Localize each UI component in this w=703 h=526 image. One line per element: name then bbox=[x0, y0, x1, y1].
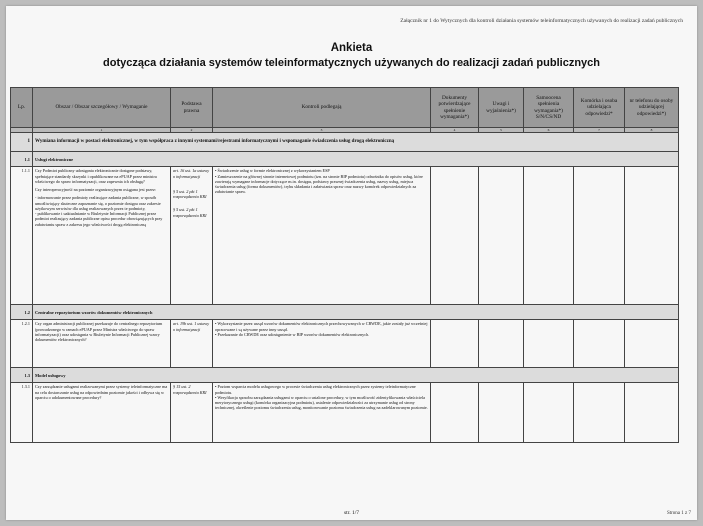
remarks-input-cell[interactable] bbox=[479, 167, 524, 305]
requirement-cell bbox=[33, 167, 171, 305]
page-title: Ankieta bbox=[330, 42, 373, 54]
unit-input-cell[interactable] bbox=[574, 383, 625, 443]
docs-input-cell[interactable] bbox=[431, 167, 479, 305]
unit-input-cell[interactable] bbox=[574, 167, 625, 305]
subsection-number: 1.2 bbox=[11, 305, 33, 320]
self-assessment-input-cell[interactable] bbox=[524, 167, 574, 305]
requirement-bullet: - publikowanie i uaktualnianie w Biuletynie Informacji Publicznej przez podmiot realizujący zadania publiczne opisu procedur obowiązujących przy załatwianiu spraw z zakresu jego właściwości drogą elektroniczną bbox=[35, 211, 163, 227]
row-number: 1.1.1 bbox=[11, 167, 33, 305]
subsection-number: 1.3 bbox=[11, 368, 33, 383]
remarks-input-cell[interactable] bbox=[479, 320, 524, 368]
row-number: 1.2.1 bbox=[11, 320, 33, 368]
header-control: Kontroli podlegają bbox=[213, 88, 431, 128]
column-number: 2 bbox=[171, 128, 213, 133]
column-number: 6 bbox=[524, 128, 574, 133]
column-number: 8 bbox=[625, 128, 679, 133]
header-docs: Dokumenty potwierdzające spełnienie wymagania*) bbox=[431, 88, 479, 128]
remarks-input-cell[interactable] bbox=[479, 383, 524, 443]
docs-input-cell[interactable] bbox=[431, 383, 479, 443]
self-assessment-input-cell[interactable] bbox=[524, 383, 574, 443]
page-number: str. 1/7 bbox=[344, 510, 359, 516]
legal-basis: § 5 ust. 2 pkt 1 rozporządzenia KRI bbox=[173, 207, 207, 218]
requirement-text: Czy Podmiot publiczny udostępnia elektronicznie dostępne podstawy, spełniające standardy skrzynki i opublikowane na ePUAP przez ministra właściwego do spraw informatyzacji, oraz zapewnia ich obsługę? bbox=[35, 168, 157, 184]
phone-input-cell[interactable] bbox=[625, 320, 679, 368]
docs-input-cell[interactable] bbox=[431, 320, 479, 368]
column-number: 5 bbox=[479, 128, 524, 133]
requirement-bullet: - informowanie przez podmioty realizujące zadania publiczne, w sposób umożliwiający skuteczne zapoznanie się, o poziomie dostępu oraz zakresie użytkowym serwisów dla usług realizowanych przez te podmioty, bbox=[35, 195, 161, 211]
control-item: • Zamieszczenie na głównej stronie internetowej podmiotu (tzn. na stronie BIP podmiotu) odnośnika do opisów usług, które zawierają wymagane informacje dotyczące m.in. dostępu, podstawy prawnej świadczenia usług, nazwy usług, miejsca świadczenia usług (forma dokumentów), trybu składania i załatwiania spraw oraz nazwy komórek odpowiedzialnych za załatwianie spraw. bbox=[215, 173, 423, 195]
control-cell bbox=[213, 320, 431, 368]
column-number: 1 bbox=[33, 128, 171, 133]
subsection-title: Usługi elektroniczne bbox=[33, 152, 679, 167]
page-counter: Strona 1 z 7 bbox=[666, 511, 691, 516]
header-self-assessment: Samoocena spełnienia wymagania*) S/N/CS/ND bbox=[524, 88, 574, 128]
unit-input-cell[interactable] bbox=[574, 320, 625, 368]
header-unit: Komórka i osoba udzielająca odpowiedzi* bbox=[574, 88, 625, 128]
annex-note: Załącznik nr 1 do Wytycznych dla kontroli działania systemów teleinformatycznych używanych do realizacji zadań publicznych bbox=[400, 18, 683, 24]
control-item: • Przekazanie do CRWDE oraz udostępnienie w BIP wzorów dokumentów elektronicznych. bbox=[215, 331, 370, 337]
section-number: 1 bbox=[11, 133, 33, 152]
control-item: • Świadczenie usług w formie elektronicznej z wykorzystaniem ESP bbox=[215, 168, 330, 174]
control-cell bbox=[213, 167, 431, 305]
survey-table bbox=[10, 87, 679, 443]
legal-basis: § 5 ust. 2 pkt 1 rozporządzenia KRI bbox=[173, 188, 207, 200]
control-cell bbox=[213, 383, 431, 443]
header-phone: nr telefonu do osoby udzielającej odpowiedzi*) bbox=[625, 88, 679, 128]
control-item: • Wykorzystanie przez urząd wzorów dokumentów elektronicznych przechowywanych w CRWDE, jakie zostały już wcześniej opracowane i są używane przez inny urząd. bbox=[215, 321, 428, 332]
section-title: Wymiana informacji w postaci elektronicznej, w tym współpraca z innymi systemami/rejestrami informatycznymi i wspomaganie świadczenia usług drogą elektroniczną bbox=[33, 133, 679, 152]
column-number: 3 bbox=[213, 128, 431, 133]
page-subtitle: dotycząca działania systemów teleinformatycznych używanych do realizacji zadań publicznych bbox=[103, 57, 600, 69]
self-assessment-input-cell[interactable] bbox=[524, 320, 574, 368]
subsection-number: 1.1 bbox=[11, 152, 33, 167]
header-remarks: Uwagi i wyjaśnienia*) bbox=[479, 88, 524, 128]
subsection-title: Centralne repozytorium wzorów dokumentów elektronicznych bbox=[33, 305, 679, 320]
subsection-title: Model usługowy bbox=[33, 368, 679, 383]
legal-basis: art. 19b ust. 1 ustawy o informatyzacji bbox=[171, 320, 213, 368]
control-item: • Weryfikacja sposobu zarządzania usługami w oparciu o ustalone procedury, w tym możliwość zidentyfikowania właściciela merytorycznego usługi (komórka organizacyjna podmiotu), ustalenie odpowiedzialności za utrzymanie usług od strony technicznej, określenie poziomu świadczenia usług, monitorowanie poziomu świadczenia usług na zadeklarowanym poziomie. bbox=[215, 394, 428, 411]
phone-input-cell[interactable] bbox=[625, 383, 679, 443]
legal-basis-cell bbox=[171, 167, 213, 305]
header-basis: Podstawa prawna bbox=[171, 88, 213, 128]
header-lp: Lp. bbox=[11, 88, 33, 128]
requirement-text: Czy organ administracji publicznej przekazuje do centralnego repozytorium (prowadzonego w ramach ePUAP przez Ministra właściwego do spraw informatyzacji) oraz udostępnia w Biuletynie Informacji Publicznej wzory dokumentów elektronicznych? bbox=[33, 320, 171, 368]
requirement-text: Czy zarządzanie usługami realizowanymi przez systemy teleinformatyczne ma na celu dostarczanie usług na odpowiednim poziomie jakości i odbywa się w oparciu o udokumentowane procedury? bbox=[33, 383, 171, 443]
header-area: Obszar / Obszar szczegółowy / Wymaganie bbox=[33, 88, 171, 128]
control-item: • Poziom wsparcia modelu usługowego w procesie świadczenia usług elektronicznych przez systemy teleinformatyczne podmiotu. bbox=[215, 384, 416, 395]
column-number: 4 bbox=[431, 128, 479, 133]
row-number: 1.3.1 bbox=[11, 383, 33, 443]
requirement-text: Czy interoperacyjność na poziomie organizacyjnym osiągana jest przez: bbox=[35, 187, 156, 193]
phone-input-cell[interactable] bbox=[625, 167, 679, 305]
column-number: 7 bbox=[574, 128, 625, 133]
legal-basis: § 15 ust. 2 rozporządzenia KRI bbox=[171, 383, 213, 443]
legal-basis: art. 16 ust. 1a ustawy o informatyzacji bbox=[173, 168, 210, 179]
